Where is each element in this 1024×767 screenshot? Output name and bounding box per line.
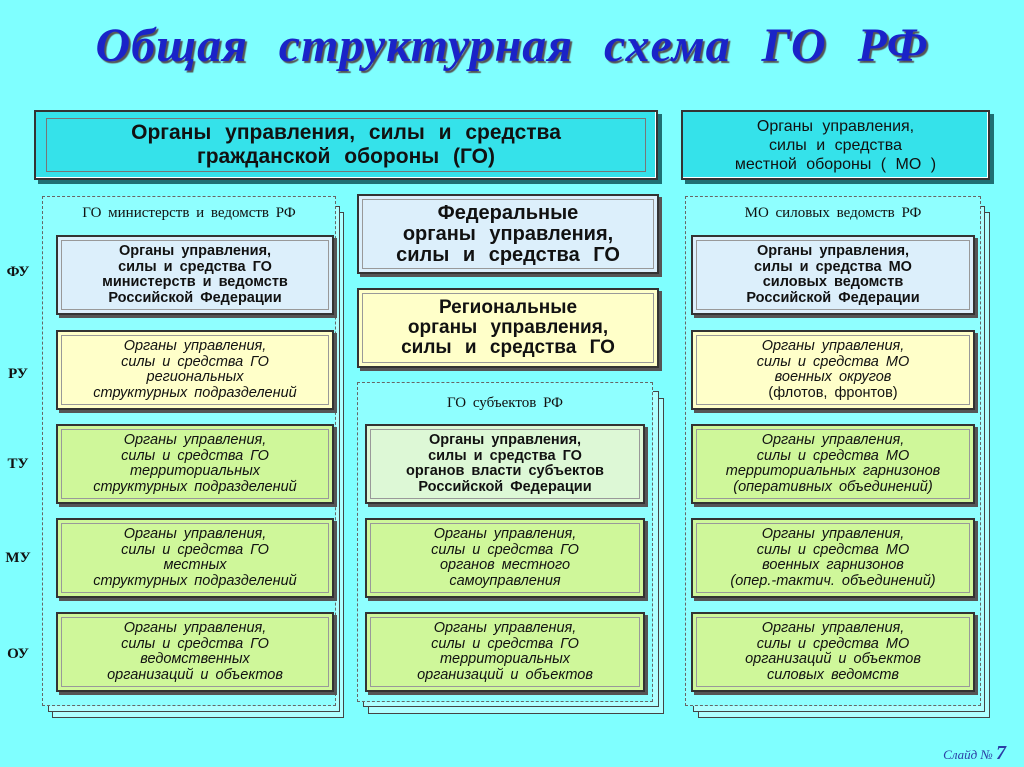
center-cell-ou-line-1: Органы управления, bbox=[433, 620, 577, 636]
header-mo-line-2: силы и средства bbox=[769, 136, 902, 154]
regional-line-3: силы и средства ГО bbox=[401, 337, 615, 358]
left-cell-mu-line-2: силы и средства ГО bbox=[121, 541, 269, 558]
center-cell-tu-line-3: органов власти субъектов bbox=[406, 463, 604, 479]
regional-line-1: Региональные bbox=[438, 297, 578, 318]
right-cell-fu-line-2: силы и средства МО bbox=[754, 258, 912, 275]
header-mo-box bbox=[681, 110, 990, 180]
page-title: Общая структурная схема ГО РФ bbox=[95, 19, 929, 72]
right-cell-tu-line-4: (оперативных объединений) bbox=[733, 478, 933, 495]
header-go-box bbox=[34, 110, 658, 180]
left-cell-ru-line-3: региональных bbox=[146, 369, 244, 385]
right-cell-ou bbox=[691, 612, 975, 692]
right-cell-mu-line-3: военных гарнизонов bbox=[762, 557, 904, 573]
left-cell-ou-line-2: силы и средства ГО bbox=[121, 635, 269, 652]
right-cell-ou-line-1: Органы управления, bbox=[761, 620, 905, 636]
left-cell-fu-line-3: министерств и ведомств bbox=[102, 274, 288, 290]
center-cell-ou-line-3: территориальных bbox=[439, 651, 571, 667]
center-cell-mu-line-3: органов местного bbox=[439, 557, 571, 573]
right-cell-tu-line-2: силы и средства МО bbox=[756, 447, 910, 464]
left-cell-fu-line-1: Органы управления, bbox=[118, 243, 272, 259]
left-panel-title: ГО министерств и ведомств РФ bbox=[82, 205, 296, 221]
right-cell-ou-line-3: организаций и объектов bbox=[745, 651, 921, 667]
center-cell-tu-line-2: силы и средства ГО bbox=[428, 447, 582, 464]
federal-line-3: силы и средства ГО bbox=[396, 243, 620, 266]
right-panel-title: МО силовых ведомств РФ bbox=[744, 205, 922, 221]
header-go-line-2: гражданской обороны (ГО) bbox=[196, 145, 495, 168]
federal-line-1: Федеральные bbox=[437, 201, 579, 224]
left-cell-ou-line-4: организаций и объектов bbox=[107, 666, 283, 683]
right-cell-ru-line-1: Органы управления, bbox=[761, 338, 905, 354]
header-mo-line-1: Органы управления, bbox=[756, 117, 915, 135]
center-cell-tu bbox=[365, 424, 645, 504]
federal-line-2: органы управления, bbox=[402, 222, 614, 245]
left-cell-ru bbox=[56, 330, 334, 410]
center-cell-mu-line-1: Органы управления, bbox=[433, 526, 577, 542]
left-cell-ru-line-1: Органы управления, bbox=[123, 338, 267, 354]
center-cell-ou-line-2: силы и средства ГО bbox=[431, 635, 579, 652]
right-cell-ru-line-3: военных округов bbox=[774, 369, 892, 385]
level-label-fu: ФУ bbox=[6, 264, 30, 280]
left-cell-mu-line-3: местных bbox=[163, 557, 227, 573]
left-cell-tu bbox=[56, 424, 334, 504]
center-cell-tu-line-4: Российской Федерации bbox=[418, 478, 592, 495]
right-cell-ru-line-2: силы и средства МО bbox=[756, 353, 910, 370]
header-mo-line-3: местной обороны ( МО ) bbox=[734, 155, 937, 173]
right-cell-ru-line-4: (флотов, фронтов) bbox=[768, 384, 898, 401]
left-cell-ou-line-1: Органы управления, bbox=[123, 620, 267, 636]
right-cell-mu bbox=[691, 518, 975, 598]
center-panel-title: ГО субъектов РФ bbox=[446, 395, 564, 411]
right-cell-mu-line-1: Органы управления, bbox=[761, 526, 905, 542]
slide-number-value: 7 bbox=[996, 742, 1006, 764]
left-cell-mu-line-4: структурных подразделений bbox=[93, 572, 297, 589]
left-cell-tu-line-3: территориальных bbox=[129, 463, 261, 479]
left-cell-ru-line-2: силы и средства ГО bbox=[121, 353, 269, 370]
center-cell-mu-line-4: самоуправления bbox=[449, 572, 561, 589]
right-cell-ou-line-2: силы и средства МО bbox=[756, 635, 910, 652]
right-cell-tu-line-1: Органы управления, bbox=[761, 432, 905, 448]
right-cell-fu-line-3: силовых ведомств bbox=[762, 274, 904, 290]
left-cell-fu bbox=[56, 235, 334, 315]
level-label-ou: ОУ bbox=[7, 646, 29, 662]
center-cell-mu bbox=[365, 518, 645, 598]
slide-number-label: Слайд № bbox=[943, 747, 993, 762]
right-cell-fu-line-1: Органы управления, bbox=[756, 243, 910, 259]
federal-box bbox=[357, 194, 659, 274]
right-cell-ou-line-4: силовых ведомств bbox=[767, 666, 899, 683]
right-cell-tu bbox=[691, 424, 975, 504]
left-cell-tu-line-1: Органы управления, bbox=[123, 432, 267, 448]
left-cell-ru-line-4: структурных подразделений bbox=[93, 384, 297, 401]
regional-box bbox=[357, 288, 659, 368]
center-cell-ou-line-4: организаций и объектов bbox=[417, 666, 593, 683]
right-cell-mu-line-2: силы и средства МО bbox=[756, 541, 910, 558]
level-label-ru: РУ bbox=[8, 366, 28, 382]
center-cell-mu-line-2: силы и средства ГО bbox=[431, 541, 579, 558]
center-cell-tu-line-1: Органы управления, bbox=[428, 432, 582, 448]
left-cell-fu-line-4: Российской Федерации bbox=[108, 289, 282, 306]
left-cell-mu bbox=[56, 518, 334, 598]
left-cell-tu-line-4: структурных подразделений bbox=[93, 478, 297, 495]
left-cell-ou bbox=[56, 612, 334, 692]
left-cell-ou-line-3: ведомственных bbox=[140, 651, 250, 667]
right-cell-fu bbox=[691, 235, 975, 315]
regional-line-2: органы управления, bbox=[407, 317, 609, 338]
left-cell-fu-line-2: силы и средства ГО bbox=[118, 258, 272, 275]
right-cell-fu-line-4: Российской Федерации bbox=[746, 289, 920, 306]
left-cell-tu-line-2: силы и средства ГО bbox=[121, 447, 269, 464]
right-cell-tu-line-3: территориальных гарнизонов bbox=[725, 463, 941, 479]
left-cell-mu-line-1: Органы управления, bbox=[123, 526, 267, 542]
level-label-mu: МУ bbox=[5, 550, 31, 566]
level-label-tu: ТУ bbox=[7, 456, 29, 472]
slide-number bbox=[943, 742, 1006, 765]
header-go-line-1: Органы управления, силы и средства bbox=[131, 121, 561, 144]
right-cell-ru bbox=[691, 330, 975, 410]
right-cell-mu-line-4: (опер.-тактич. объединений) bbox=[730, 572, 936, 589]
center-cell-ou bbox=[365, 612, 645, 692]
